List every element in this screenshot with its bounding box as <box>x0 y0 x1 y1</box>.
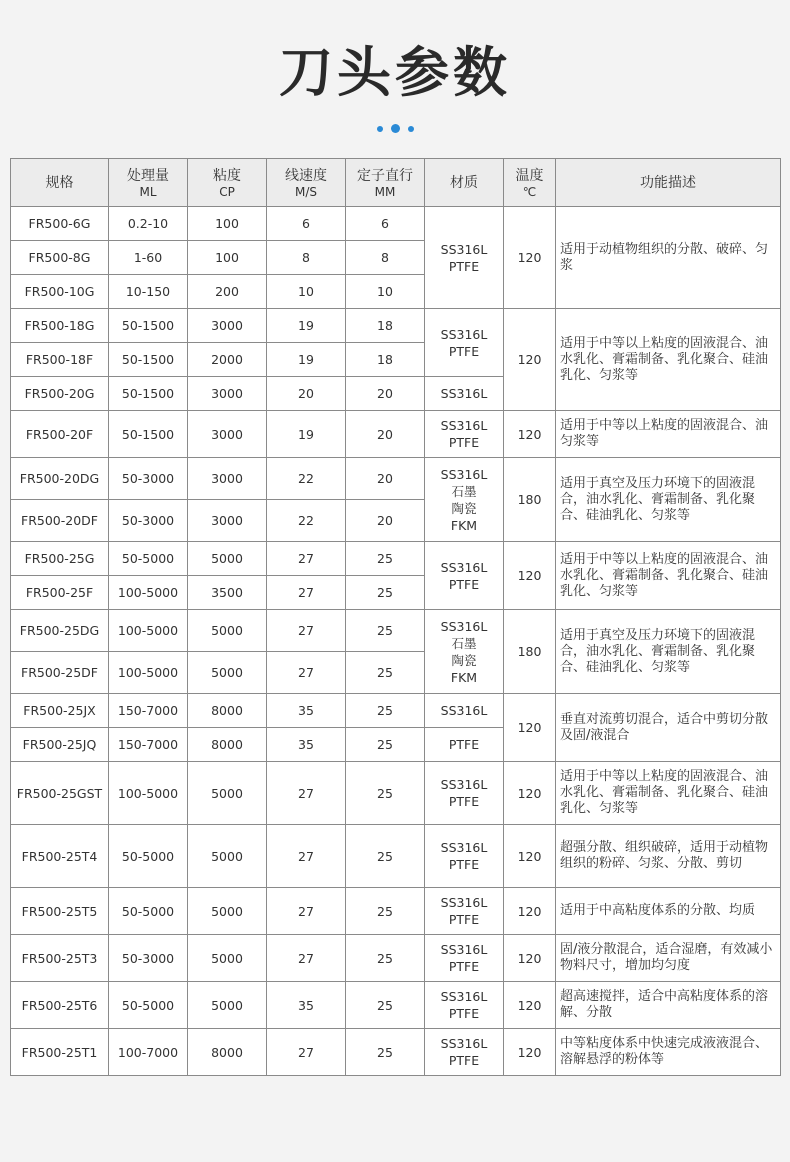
table-row <box>11 542 781 576</box>
cell-speed: 22 <box>267 500 346 542</box>
page-title: 刀头参数 <box>279 41 511 104</box>
cell-desc: 适用于真空及压力环境下的固液混合，油水乳化、膏霜制备、乳化聚合、硅油乳化、匀浆等 <box>556 458 781 542</box>
cell-stator: 20 <box>346 411 425 458</box>
cell-model: FR500-25DF <box>11 652 109 694</box>
cell-material: SS316L 石墨 陶瓷 FKM <box>425 458 504 542</box>
cell-model: FR500-25G <box>11 542 109 576</box>
cell-viscosity: 5000 <box>188 888 267 935</box>
cell-stator: 18 <box>346 343 425 377</box>
table-row <box>11 1029 781 1076</box>
cell-speed: 27 <box>267 888 346 935</box>
header-speed: 线速度 M/S <box>267 159 346 207</box>
cell-speed: 10 <box>267 275 346 309</box>
table-row <box>11 888 781 935</box>
cell-viscosity: 5000 <box>188 982 267 1029</box>
cell-capacity: 50-5000 <box>109 982 188 1029</box>
cell-viscosity: 3000 <box>188 309 267 343</box>
cell-material: SS316L PTFE <box>425 542 504 610</box>
cell-desc: 中等粘度体系中快速完成液液混合、溶解悬浮的粉体等 <box>556 1029 781 1076</box>
cell-temp: 120 <box>504 762 556 825</box>
cell-material: SS316L PTFE <box>425 1029 504 1076</box>
cell-stator: 25 <box>346 982 425 1029</box>
cell-material: SS316L PTFE <box>425 207 504 309</box>
cell-temp: 120 <box>504 888 556 935</box>
cell-material: SS316L <box>425 694 504 728</box>
cell-stator: 25 <box>346 610 425 652</box>
cell-viscosity: 3000 <box>188 458 267 500</box>
cell-material: SS316L PTFE <box>425 982 504 1029</box>
cell-stator: 25 <box>346 728 425 762</box>
cell-viscosity: 3500 <box>188 576 267 610</box>
cell-speed: 27 <box>267 762 346 825</box>
cell-material: PTFE <box>425 728 504 762</box>
table-row <box>11 458 781 500</box>
title-dots-decoration <box>0 118 790 132</box>
cell-viscosity: 5000 <box>188 610 267 652</box>
cell-speed: 8 <box>267 241 346 275</box>
cell-capacity: 100-5000 <box>109 762 188 825</box>
cell-speed: 35 <box>267 694 346 728</box>
cell-material: SS316L PTFE <box>425 411 504 458</box>
table-row <box>11 309 781 343</box>
cell-model: FR500-8G <box>11 241 109 275</box>
cell-speed: 19 <box>267 309 346 343</box>
cell-capacity: 50-5000 <box>109 542 188 576</box>
cell-model: FR500-25JQ <box>11 728 109 762</box>
cell-desc: 固/液分散混合，适合湿磨，有效减小物料尺寸，增加均匀度 <box>556 935 781 982</box>
cell-material: SS316L PTFE <box>425 825 504 888</box>
cell-viscosity: 5000 <box>188 652 267 694</box>
cell-speed: 20 <box>267 377 346 411</box>
cell-capacity: 50-1500 <box>109 343 188 377</box>
cell-capacity: 0.2-10 <box>109 207 188 241</box>
dot-icon <box>377 126 383 132</box>
table-row <box>11 207 781 241</box>
cell-material: SS316L PTFE <box>425 309 504 377</box>
cell-desc: 适用于中等以上粘度的固液混合、油水乳化、膏霜制备、乳化聚合、硅油乳化、匀浆等 <box>556 762 781 825</box>
cell-speed: 35 <box>267 728 346 762</box>
cell-speed: 19 <box>267 343 346 377</box>
cell-model: FR500-25T5 <box>11 888 109 935</box>
cell-capacity: 50-1500 <box>109 377 188 411</box>
cell-material: SS316L PTFE <box>425 762 504 825</box>
cell-capacity: 50-3000 <box>109 458 188 500</box>
cell-model: FR500-25T4 <box>11 825 109 888</box>
header-model: 规格 <box>11 159 109 207</box>
cell-speed: 22 <box>267 458 346 500</box>
cell-material: SS316L <box>425 377 504 411</box>
cell-temp: 120 <box>504 825 556 888</box>
table-row <box>11 694 781 728</box>
cell-viscosity: 5000 <box>188 825 267 888</box>
cell-model: FR500-25DG <box>11 610 109 652</box>
cell-temp: 120 <box>504 411 556 458</box>
header-capacity: 处理量 ML <box>109 159 188 207</box>
cell-stator: 25 <box>346 935 425 982</box>
cell-capacity: 50-1500 <box>109 411 188 458</box>
cell-stator: 8 <box>346 241 425 275</box>
cell-capacity: 100-5000 <box>109 576 188 610</box>
cell-stator: 20 <box>346 458 425 500</box>
cell-viscosity: 100 <box>188 207 267 241</box>
cell-viscosity: 3000 <box>188 500 267 542</box>
cell-desc: 适用于中等以上粘度的固液混合、油水乳化、膏霜制备、乳化聚合、硅油乳化、匀浆等 <box>556 542 781 610</box>
cell-temp: 180 <box>504 458 556 542</box>
cell-speed: 27 <box>267 935 346 982</box>
cell-viscosity: 3000 <box>188 377 267 411</box>
header-desc: 功能描述 <box>556 159 781 207</box>
cell-capacity: 100-5000 <box>109 652 188 694</box>
dot-icon <box>391 124 400 133</box>
table-row <box>11 762 781 825</box>
cell-capacity: 100-7000 <box>109 1029 188 1076</box>
table-row <box>11 411 781 458</box>
cell-model: FR500-25T6 <box>11 982 109 1029</box>
parameter-table <box>10 158 781 1076</box>
cell-capacity: 50-5000 <box>109 888 188 935</box>
header-viscosity: 粘度 CP <box>188 159 267 207</box>
cell-desc: 适用于中高粘度体系的分散、均质 <box>556 888 781 935</box>
cell-capacity: 50-1500 <box>109 309 188 343</box>
cell-speed: 27 <box>267 652 346 694</box>
cell-capacity: 50-3000 <box>109 935 188 982</box>
cell-viscosity: 8000 <box>188 728 267 762</box>
cell-temp: 120 <box>504 207 556 309</box>
cell-model: FR500-25T1 <box>11 1029 109 1076</box>
cell-stator: 6 <box>346 207 425 241</box>
cell-model: FR500-25GST <box>11 762 109 825</box>
cell-viscosity: 5000 <box>188 762 267 825</box>
cell-material: SS316L PTFE <box>425 888 504 935</box>
cell-speed: 27 <box>267 576 346 610</box>
cell-model: FR500-25T3 <box>11 935 109 982</box>
cell-speed: 27 <box>267 610 346 652</box>
cell-temp: 120 <box>504 935 556 982</box>
cell-speed: 27 <box>267 825 346 888</box>
cell-temp: 120 <box>504 982 556 1029</box>
cell-stator: 25 <box>346 542 425 576</box>
cell-speed: 6 <box>267 207 346 241</box>
header-material: 材质 <box>425 159 504 207</box>
cell-temp: 120 <box>504 542 556 610</box>
cell-capacity: 100-5000 <box>109 610 188 652</box>
cell-speed: 35 <box>267 982 346 1029</box>
cell-viscosity: 8000 <box>188 694 267 728</box>
cell-viscosity: 3000 <box>188 411 267 458</box>
table-row <box>11 982 781 1029</box>
cell-speed: 19 <box>267 411 346 458</box>
cell-stator: 25 <box>346 1029 425 1076</box>
cell-model: FR500-25JX <box>11 694 109 728</box>
cell-speed: 27 <box>267 542 346 576</box>
cell-stator: 20 <box>346 500 425 542</box>
cell-capacity: 10-150 <box>109 275 188 309</box>
cell-capacity: 1-60 <box>109 241 188 275</box>
cell-model: FR500-18G <box>11 309 109 343</box>
cell-desc: 超高速搅拌，适合中高粘度体系的溶解、分散 <box>556 982 781 1029</box>
cell-viscosity: 200 <box>188 275 267 309</box>
cell-stator: 18 <box>346 309 425 343</box>
cell-viscosity: 5000 <box>188 542 267 576</box>
cell-viscosity: 5000 <box>188 935 267 982</box>
cell-model: FR500-20DF <box>11 500 109 542</box>
cell-stator: 25 <box>346 576 425 610</box>
cell-stator: 25 <box>346 762 425 825</box>
cell-material: SS316L 石墨 陶瓷 FKM <box>425 610 504 694</box>
cell-model: FR500-6G <box>11 207 109 241</box>
dot-icon <box>408 126 414 132</box>
header-temp: 温度 ℃ <box>504 159 556 207</box>
cell-viscosity: 8000 <box>188 1029 267 1076</box>
cell-model: FR500-20DG <box>11 458 109 500</box>
cell-viscosity: 2000 <box>188 343 267 377</box>
table-row <box>11 825 781 888</box>
cell-capacity: 50-3000 <box>109 500 188 542</box>
header-stator: 定子直行 MM <box>346 159 425 207</box>
cell-desc: 适用于中等以上粘度的固液混合、油水乳化、膏霜制备、乳化聚合、硅油乳化、匀浆等 <box>556 309 781 411</box>
cell-model: FR500-18F <box>11 343 109 377</box>
table-row <box>11 935 781 982</box>
cell-desc: 适用于中等以上粘度的固液混合、油匀浆等 <box>556 411 781 458</box>
cell-stator: 10 <box>346 275 425 309</box>
cell-stator: 20 <box>346 377 425 411</box>
cell-speed: 27 <box>267 1029 346 1076</box>
cell-model: FR500-10G <box>11 275 109 309</box>
cell-temp: 120 <box>504 1029 556 1076</box>
cell-desc: 适用于真空及压力环境下的固液混合，油水乳化、膏霜制备、乳化聚合、硅油乳化、匀浆等 <box>556 610 781 694</box>
cell-stator: 25 <box>346 825 425 888</box>
cell-capacity: 150-7000 <box>109 694 188 728</box>
cell-stator: 25 <box>346 694 425 728</box>
cell-temp: 180 <box>504 610 556 694</box>
cell-capacity: 50-5000 <box>109 825 188 888</box>
cell-temp: 120 <box>504 309 556 411</box>
cell-model: FR500-20G <box>11 377 109 411</box>
cell-desc: 适用于动植物组织的分散、破碎、匀浆 <box>556 207 781 309</box>
cell-stator: 25 <box>346 652 425 694</box>
cell-desc: 超强分散、组织破碎，适用于动植物组织的粉碎、匀浆、分散、剪切 <box>556 825 781 888</box>
cell-stator: 25 <box>346 888 425 935</box>
table-header-row <box>11 159 781 207</box>
cell-material: SS316L PTFE <box>425 935 504 982</box>
table-row <box>11 610 781 652</box>
cell-desc: 垂直对流剪切混合，适合中剪切分散及固/液混合 <box>556 694 781 762</box>
cell-model: FR500-25F <box>11 576 109 610</box>
cell-model: FR500-20F <box>11 411 109 458</box>
cell-temp: 120 <box>504 694 556 762</box>
cell-viscosity: 100 <box>188 241 267 275</box>
cell-capacity: 150-7000 <box>109 728 188 762</box>
